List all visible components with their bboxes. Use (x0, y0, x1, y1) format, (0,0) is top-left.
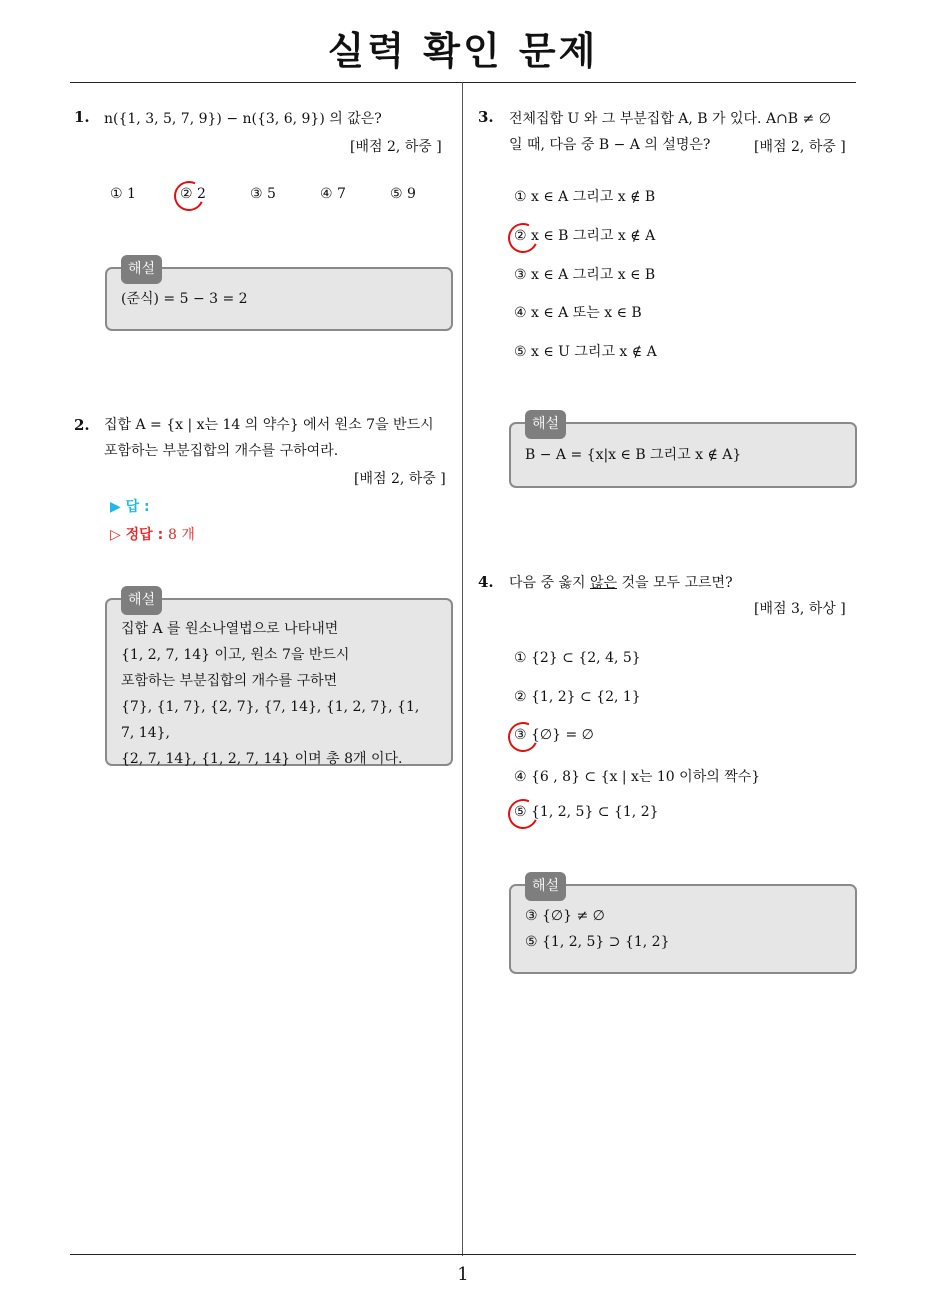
q2-correct-value: 8 개 (168, 527, 195, 543)
q1-choice-2[interactable]: ② 2 (180, 186, 206, 202)
q1-score: [배점 2, 하중 ] (350, 139, 442, 155)
column-divider (462, 82, 463, 1256)
q3-choice-4[interactable]: ④ x ∈ A 또는 x ∈ B (514, 305, 642, 321)
q3-choice-2[interactable]: ② x ∈ B 그리고 x ∉ A (514, 225, 655, 245)
q4-underlined-word: 않은 (589, 575, 618, 591)
q3-text: 전체집합 U 와 그 부분집합 A, B 가 있다. A∩B ≠ ∅ 일 때, 다음 중 B − A 의 설명은? (509, 111, 831, 153)
q3-number: 3. (478, 108, 494, 126)
q1-text: n({1, 3, 5, 7, 9}) − n({3, 6, 9}) 의 값은? (104, 111, 382, 127)
solution-label: 해설 (121, 255, 162, 284)
red-circle-mark (504, 718, 542, 756)
q3-solution-box (509, 416, 857, 488)
q2-score: [배점 2, 하중 ] (354, 471, 446, 487)
q4-text: 다음 중 옳지 않은 것을 모두 고르면? (509, 575, 733, 591)
q4-number: 4. (478, 573, 494, 591)
q4-solution-box (509, 878, 857, 974)
q4-choice-3[interactable]: ③ {∅} = ∅ (514, 727, 594, 743)
q2-correct-answer: ▷ 정답 : 8 개 (110, 527, 195, 543)
q1-choice-5[interactable]: ⑤ 9 (390, 186, 416, 202)
q2-answer-label: ▶ 답 : (110, 499, 150, 515)
q4-choice-2[interactable]: ② {1, 2} ⊂ {2, 1} (514, 689, 641, 705)
q4-choice-1[interactable]: ① {2} ⊂ {2, 4, 5} (514, 650, 641, 666)
q3-score: [배점 2, 하중 ] (754, 139, 846, 155)
q4-solution-text: ③ {∅} ≠ ∅ ⑤ {1, 2, 5} ⊃ {1, 2} (525, 908, 670, 950)
solution-label: 해설 (525, 410, 566, 439)
q3-choice-5[interactable]: ⑤ x ∈ U 그리고 x ∉ A (514, 344, 657, 360)
page-title: 실력 확인 문제 (327, 29, 599, 73)
q1-solution-box (105, 261, 453, 331)
q2-solution-box (105, 592, 453, 767)
q4-choice-4[interactable]: ④ {6 , 8} ⊂ {x | x는 10 이하의 짝수} (514, 769, 761, 785)
red-circle-mark (170, 177, 208, 215)
bottom-rule (70, 1254, 856, 1255)
q2-number: 2. (74, 416, 90, 434)
q1-choice-3[interactable]: ③ 5 (250, 186, 276, 202)
q3-choice-1[interactable]: ① x ∈ A 그리고 x ∉ B (514, 189, 656, 205)
red-circle-mark (504, 219, 542, 257)
q1-number: 1. (74, 108, 90, 126)
red-circle-mark (504, 795, 542, 833)
q4-score: [배점 3, 하상 ] (754, 601, 846, 617)
solution-label: 해설 (525, 872, 566, 901)
q3-solution-text: B − A = {x|x ∈ B 그리고 x ∉ A} (525, 447, 742, 463)
top-rule (70, 82, 856, 83)
q1-choice-1[interactable]: ① 1 (110, 186, 136, 202)
page-number: 1 (457, 1264, 469, 1285)
q1-choice-4[interactable]: ④ 7 (320, 186, 346, 202)
solution-label: 해설 (121, 586, 162, 615)
q2-solution-text: 집합 A 를 원소나열법으로 나타내면 {1, 2, 7, 14} 이고, 원소 7을 반드시 포함하는 부분집합의 개수를 구하면 {7}, {1, 7}, {2, 7}, {7, 14}, {1, 2, 7}, {1, 7, 14}, {2, 7, 14}, {1, 2, 7, 14} 이며 총 8개 이다. (121, 621, 420, 767)
q3-choice-3[interactable]: ③ x ∈ A 그리고 x ∈ B (514, 267, 656, 283)
q4-choice-5[interactable]: ⑤ {1, 2, 5} ⊂ {1, 2} (514, 804, 659, 820)
q2-text: 집합 A = {x | x는 14 의 약수} 에서 원소 7을 반드시 포함하는 부분집합의 개수를 구하여라. (104, 417, 434, 459)
q1-solution-text: (준식) = 5 − 3 = 2 (121, 291, 248, 307)
